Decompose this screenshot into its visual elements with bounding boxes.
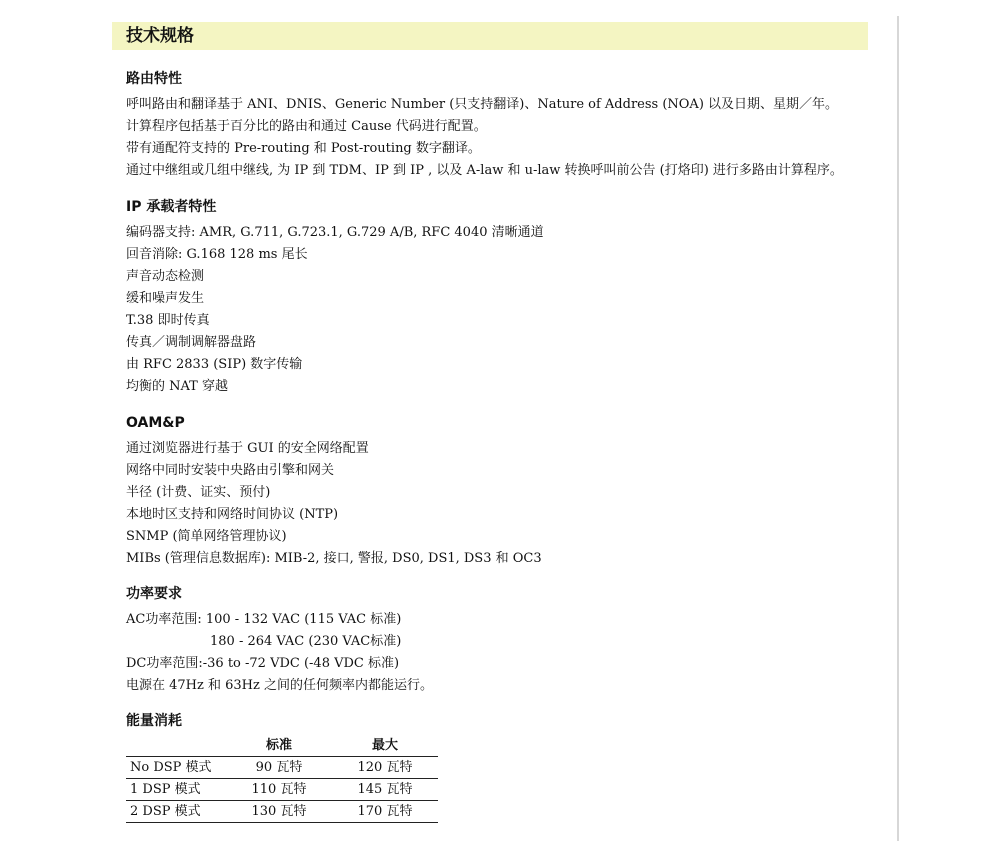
frequency-line: 电源在 47Hz 和 63Hz 之间的任何频率内都能运行。 (126, 678, 433, 693)
ip-bearer-line: 缓和噪声发生 (126, 291, 205, 306)
table-header-standard: 标准 (226, 736, 332, 757)
routing-line: 计算程序包括基于百分比的路由和通过 Cause 代码进行配置。 (126, 119, 487, 134)
ip-bearer-heading: IP 承载者特性 (126, 199, 217, 215)
max-cell: 120 瓦特 (332, 757, 438, 779)
ip-bearer-line: T.38 即时传真 (126, 313, 210, 328)
mode-cell: No DSP 模式 (126, 757, 226, 779)
table-header-max: 最大 (332, 736, 438, 757)
table-row (126, 757, 438, 779)
ac-power-line: AC功率范围: 100 - 132 VAC (115 VAC 标准) (126, 612, 402, 627)
ip-bearer-line: 回音消除: G.168 128 ms 尾长 (126, 247, 308, 262)
table-header-mode (126, 736, 226, 757)
max-cell: 170 瓦特 (332, 801, 438, 823)
ac-power-line-2: 180 - 264 VAC (230 VAC标准) (210, 634, 402, 649)
routing-line: 呼叫路由和翻译基于 ANI、DNIS、Generic Number (只支持翻译)、Nature of Address (NOA) 以及日期、星期／年。 (126, 97, 839, 112)
dc-power-line: DC功率范围:-36 to -72 VDC (-48 VDC 标准) (126, 656, 400, 671)
ip-bearer-line: 由 RFC 2833 (SIP) 数字传输 (126, 357, 303, 372)
oamp-line: 本地时区支持和网络时间协议 (NTP) (126, 507, 339, 522)
ip-bearer-line: 传真／调制调解器盘路 (126, 335, 257, 350)
section-title: 技术规格 (112, 22, 868, 50)
oamp-line: MIBs (管理信息数据库): MIB-2, 接口, 警报, DS0, DS1, DS3 和 OC3 (126, 551, 542, 566)
routing-line: 通过中继组或几组中继线, 为 IP 到 TDM、IP 到 IP , 以及 A-law 和 u-law 转换呼叫前公告 (打烙印) 进行多路由计算程序。 (126, 163, 843, 178)
standard-cell: 110 瓦特 (226, 779, 332, 801)
table-row (126, 779, 438, 801)
mode-cell: 1 DSP 模式 (126, 779, 226, 801)
max-cell: 145 瓦特 (332, 779, 438, 801)
table-row (126, 801, 438, 823)
oamp-line: 半径 (计费、证实、预付) (126, 485, 271, 500)
oamp-line: 通过浏览器进行基于 GUI 的安全网络配置 (126, 441, 369, 456)
energy-heading: 能量消耗 (126, 713, 182, 729)
standard-cell: 130 瓦特 (226, 801, 332, 823)
routing-line: 带有通配符支持的 Pre-routing 和 Post-routing 数字翻译。 (126, 141, 481, 156)
ip-bearer-line: 声音动态检测 (126, 269, 205, 284)
energy-table (126, 736, 438, 823)
oamp-line: SNMP (简单网络管理协议) (126, 529, 287, 544)
oamp-line: 网络中同时安装中央路由引擎和网关 (126, 463, 335, 478)
page-edge-rule (897, 16, 899, 841)
mode-cell: 2 DSP 模式 (126, 801, 226, 823)
ip-bearer-line: 编码器支持: AMR, G.711, G.723.1, G.729 A/B, RFC 4040 清晰通道 (126, 225, 544, 240)
ip-bearer-line: 均衡的 NAT 穿越 (126, 379, 228, 394)
standard-cell: 90 瓦特 (226, 757, 332, 779)
oamp-heading: OAM&P (126, 415, 185, 431)
table-header-row (126, 736, 438, 757)
routing-heading: 路由特性 (126, 71, 182, 87)
power-heading: 功率要求 (126, 586, 182, 602)
